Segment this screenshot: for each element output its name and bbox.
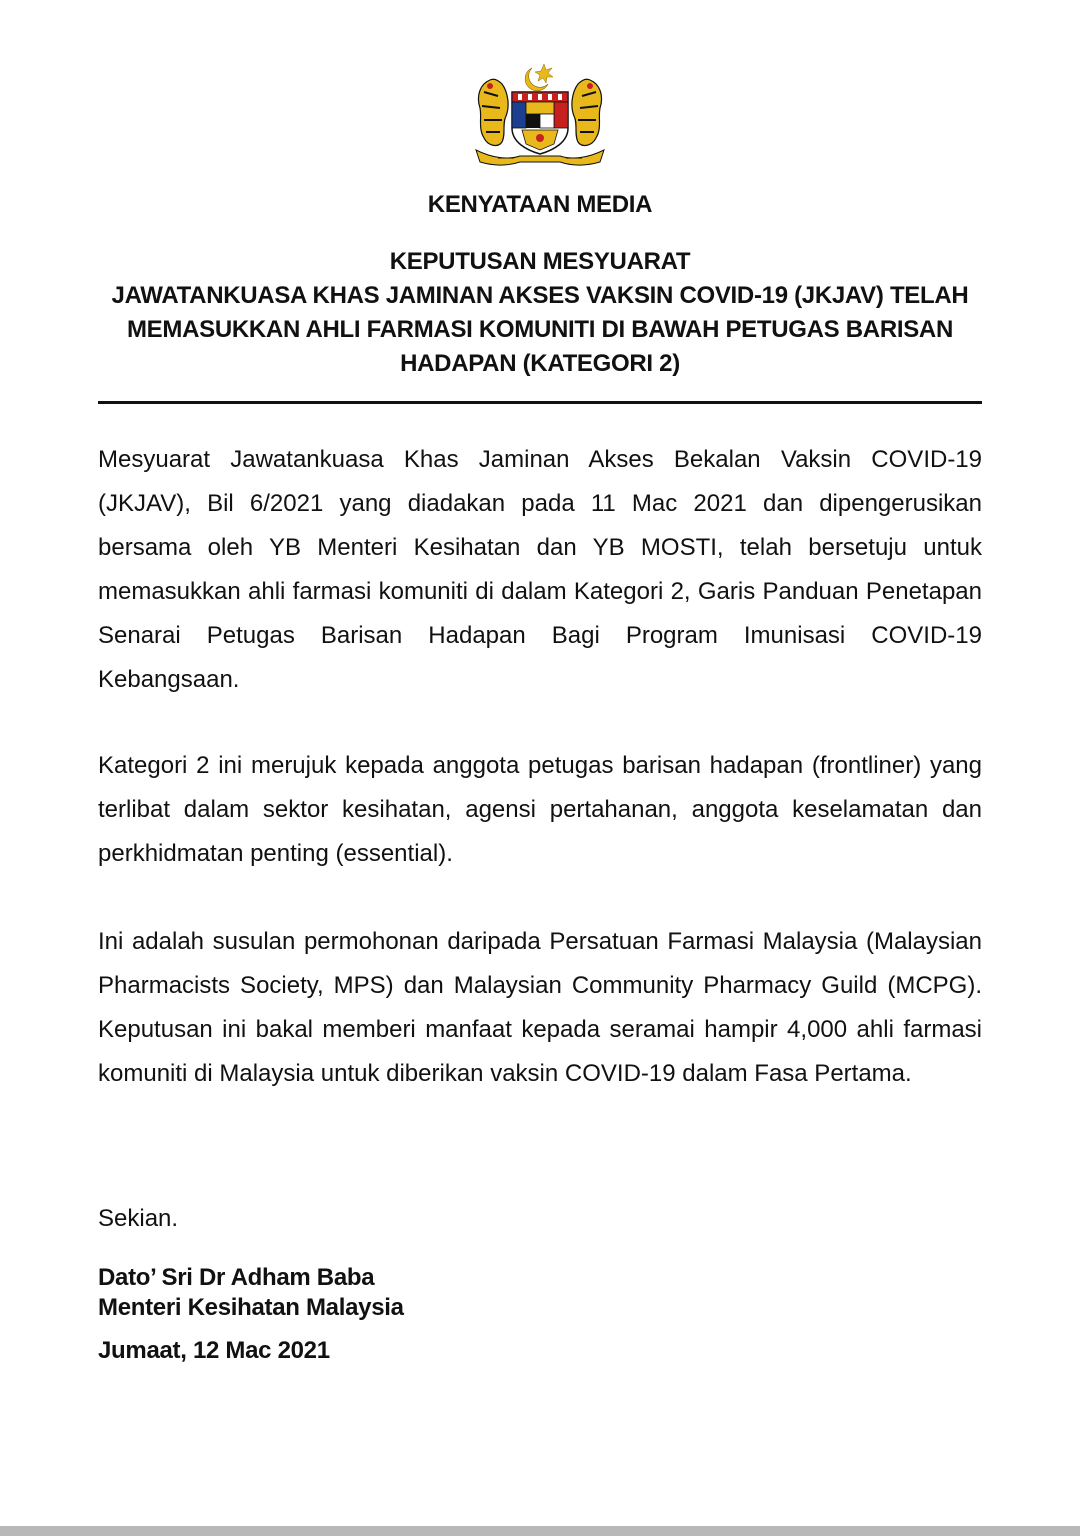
statement-title — [60, 245, 1020, 381]
body-paragraph-1: Mesyuarat Jawatankuasa Khas Jaminan Akses Bekalan Vaksin COVID-19 (JKJAV), Bil 6/2021 yang diadakan pada 11 Mac 2021 dan dipengerusikan bersama oleh YB Menteri Kesihatan dan YB MOSTI, telah bersetuju untuk memasukkan ahli farmasi komuniti di dalam Kategori 2, Garis Panduan Penetapan Senarai Petugas Barisan Hadapan Bagi Program Imunisasi COVID-19 Kebangsaan. — [98, 446, 982, 693]
title-line: HADAPAN (KATEGORI 2) — [400, 350, 680, 377]
title-line: MEMASUKKAN AHLI FARMASI KOMUNITI DI BAWAH PETUGAS BARISAN — [126, 316, 953, 343]
title-divider — [98, 401, 982, 404]
scroll-edge-bar — [0, 1526, 1080, 1536]
statement-date: Jumaat, 12 Mac 2021 — [98, 1337, 330, 1364]
signatory-title: Menteri Kesihatan Malaysia — [98, 1294, 404, 1321]
signatory-name: Dato’ Sri Dr Adham Baba — [98, 1264, 375, 1291]
title-line: JAWATANKUASA KHAS JAMINAN AKSES VAKSIN COVID-19 (JKJAV) TELAH — [111, 282, 969, 309]
body-paragraph-3: Ini adalah susulan permohonan daripada Persatuan Farmasi Malaysia (Malaysian Pharmacists Society, MPS) dan Malaysian Community Pharmacy Guild (MCPG). Keputusan ini bakal memberi manfaat kepada seramai hampir 4,000 ahli farmasi komuniti di Malaysia untuk diberikan vaksin COVID-19 dalam Fasa Pertama. — [98, 928, 982, 1087]
media-statement-heading: KENYATAAN MEDIA — [427, 191, 653, 218]
title-line: KEPUTUSAN MESYUARAT — [389, 248, 691, 275]
malaysia-coat-of-arms-icon — [468, 62, 612, 168]
closing-text: Sekian. — [98, 1205, 179, 1232]
body-paragraph-2: Kategori 2 ini merujuk kepada anggota petugas barisan hadapan (frontliner) yang terlibat dalam sektor kesihatan, agensi pertahanan, anggota keselamatan dan perkhidmatan penting (essential). — [98, 752, 982, 867]
